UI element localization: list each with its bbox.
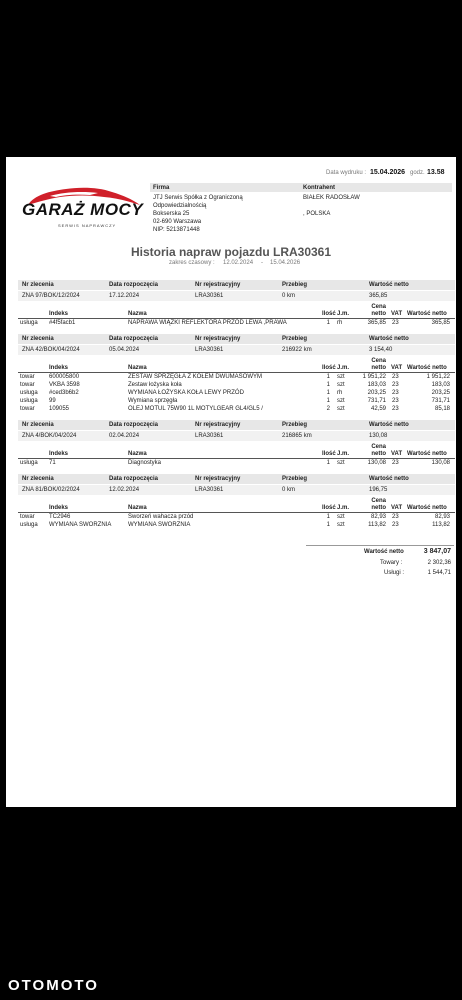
firm-label: Firma [153, 185, 170, 191]
order-row-bar [18, 291, 455, 301]
order-number: ZNA 42/BOK/04/2024 [22, 347, 80, 353]
order-row-bar [18, 485, 455, 495]
item-vat: 23 [392, 398, 399, 404]
item-qty: 1 [326, 514, 330, 520]
total-goods-label: Towary : [380, 560, 403, 566]
item-header-unit: J.m. [337, 505, 350, 511]
item-header-price: Cena netto [371, 358, 386, 371]
item-type: usługa [20, 390, 38, 396]
item-price: 731,71 [367, 398, 386, 404]
col-header-registration: Nr rejestracyjny [195, 476, 241, 482]
item-header-qty: Ilość [322, 365, 336, 371]
range-to: 15.04.2026 [270, 260, 301, 266]
item-header-unit: J.m. [337, 365, 350, 371]
item-vat: 23 [392, 522, 399, 528]
item-header-name: Nazwa [128, 451, 147, 457]
item-header-price: Cena netto [371, 498, 386, 511]
item-name: Wymiana sprzęgła [128, 398, 178, 404]
item-price: 42,59 [370, 406, 386, 412]
item-unit: szt [337, 398, 345, 404]
item-qty: 1 [326, 398, 330, 404]
item-price: 113,82 [368, 522, 386, 528]
item-index: 109055 [49, 406, 70, 412]
order-net-value: 130,08 [369, 433, 388, 439]
item-header-name: Nazwa [128, 311, 147, 317]
item-header-name: Nazwa [128, 365, 147, 371]
order-registration: LRA30361 [195, 433, 224, 439]
item-qty: 1 [326, 460, 330, 466]
col-header-start-date: Data rozpoczęcia [109, 282, 159, 288]
order-mileage: 0 km [282, 293, 296, 299]
item-qty: 1 [326, 390, 330, 396]
item-price: 203,25 [367, 390, 386, 396]
item-header-value: Wartość netto [407, 505, 447, 511]
col-header-order-number: Nr zlecenia [22, 336, 54, 342]
logo-subtitle: SERWIS NAPRAWCZY [58, 223, 117, 228]
col-header-mileage: Przebieg [282, 336, 308, 342]
item-price: 365,85 [367, 320, 386, 326]
item-value: 82,93 [434, 514, 450, 520]
item-vat: 23 [392, 460, 399, 466]
firm-line: Odpowiedzialnością [153, 203, 207, 209]
item-unit: szt [337, 382, 345, 388]
order-start-date: 05.04.2024 [109, 347, 140, 353]
item-header-underline [18, 512, 455, 513]
order-start-date: 12.02.2024 [109, 487, 140, 493]
col-header-start-date: Data rozpoczęcia [109, 336, 159, 342]
item-qty: 1 [326, 522, 330, 528]
item-header-underline [18, 318, 455, 319]
item-header-qty: Ilość [322, 311, 336, 317]
item-name: WYMIANA ŁOŻYSKA KOŁA LEWY PRZÓD [128, 390, 244, 396]
order-number: ZNA 81/BOK/02/2024 [22, 487, 80, 493]
item-unit: szt [337, 514, 345, 520]
item-header-index: Indeks [49, 365, 69, 371]
item-name: ZESTAW SPRZĘGŁA Z KOŁEM DWUMASOWYM [128, 374, 263, 380]
item-index: TC2946 [49, 514, 71, 520]
firm-header-bar [150, 183, 300, 192]
item-value: 365,85 [431, 320, 450, 326]
total-services-value: 1 544,71 [427, 570, 451, 576]
item-index: #ced3b6b2 [49, 390, 79, 396]
total-netto-value: 3 847,07 [423, 548, 451, 555]
order-number: ZNA 4/BOK/04/2024 [22, 433, 77, 439]
col-header-registration: Nr rejestracyjny [195, 336, 241, 342]
otomoto-watermark: OTOMOTO [8, 977, 99, 994]
item-header-index: Indeks [49, 451, 69, 457]
order-net-value: 196,75 [369, 487, 388, 493]
item-value: 113,82 [432, 522, 450, 528]
range-separator: - [261, 260, 263, 266]
total-goods-value: 2 302,36 [427, 560, 451, 566]
item-header-vat: VAT [391, 365, 403, 371]
item-header-value: Wartość netto [407, 365, 447, 371]
col-header-start-date: Data rozpoczęcia [109, 476, 159, 482]
logo-name: GARAŻ MOCY [22, 200, 144, 219]
item-price: 1 951,22 [362, 374, 386, 380]
item-name: Zestaw łożyska koła [128, 382, 182, 388]
item-unit: szt [337, 460, 345, 466]
item-vat: 23 [392, 390, 399, 396]
item-index: 99 [49, 398, 56, 404]
firm-nip: NIP: 5213871448 [153, 227, 200, 233]
item-value: 130,08 [431, 460, 450, 466]
firm-line: Bokserska 25 [153, 211, 190, 217]
time-label: godz. [410, 170, 425, 176]
item-header-qty: Ilość [322, 451, 336, 457]
order-start-date: 02.04.2024 [109, 433, 140, 439]
item-type: usługa [20, 460, 38, 466]
item-header-underline [18, 372, 455, 373]
item-index: VKBA 3598 [49, 382, 80, 388]
item-qty: 1 [326, 374, 330, 380]
item-header-unit: J.m. [337, 311, 350, 317]
order-mileage: 0 km [282, 487, 296, 493]
order-net-value: 3 154,40 [369, 347, 393, 353]
order-mileage: 216922 km [282, 347, 312, 353]
item-header-underline [18, 458, 455, 459]
order-mileage: 216865 km [282, 433, 312, 439]
item-header-unit: J.m. [337, 451, 350, 457]
item-index: 71 [49, 460, 56, 466]
item-type: usługa [20, 398, 38, 404]
item-unit: szt [337, 374, 345, 380]
item-header-index: Indeks [49, 311, 69, 317]
item-header-name: Nazwa [128, 505, 147, 511]
item-header-index: Indeks [49, 505, 69, 511]
print-date: 15.04.2026 [370, 169, 406, 176]
total-services-label: Usługi : [384, 570, 405, 576]
item-name: NAPRAWA WIĄZKI REFLEKTORA PRZÓD LEWA ,PRAWA [128, 320, 287, 326]
item-index: #4f5facb1 [49, 320, 76, 326]
item-header-vat: VAT [391, 505, 403, 511]
firm-line: 02-690 Warszawa [153, 219, 202, 225]
item-value: 85,18 [434, 406, 450, 412]
order-number: ZNA 97/BOK/12/2024 [22, 293, 80, 299]
item-vat: 23 [392, 514, 399, 520]
item-index: WYMIANA SWORZNIA [49, 522, 112, 528]
col-header-mileage: Przebieg [282, 282, 308, 288]
col-header-mileage: Przebieg [282, 476, 308, 482]
item-type: usługa [20, 320, 38, 326]
item-name: OLEJ MOTUL 75W90 1L MOTYLGEAR GL4/GL5 / [128, 406, 263, 412]
range-label: zakres czasowy : [169, 260, 215, 266]
col-header-order-number: Nr zlecenia [22, 282, 54, 288]
item-value: 731,71 [431, 398, 450, 404]
print-time: 13.58 [427, 169, 445, 176]
item-value: 1 951,22 [426, 374, 450, 380]
item-type: towar [20, 514, 35, 520]
col-header-net-value: Wartość netto [369, 476, 409, 482]
col-header-start-date: Data rozpoczęcia [109, 422, 159, 428]
item-vat: 23 [392, 382, 399, 388]
col-header-registration: Nr rejestracyjny [195, 282, 241, 288]
item-qty: 2 [326, 406, 330, 412]
item-name: Sworzeń wahacza przód [128, 514, 194, 520]
item-index: 600005800 [49, 374, 80, 380]
item-type: towar [20, 382, 35, 388]
item-vat: 23 [392, 374, 399, 380]
item-value: 183,03 [431, 382, 450, 388]
order-start-date: 17.12.2024 [109, 293, 140, 299]
item-vat: 23 [392, 320, 399, 326]
item-qty: 1 [326, 320, 330, 326]
col-header-net-value: Wartość netto [369, 336, 409, 342]
item-unit: szt [337, 406, 345, 412]
col-header-net-value: Wartość netto [369, 422, 409, 428]
order-registration: LRA30361 [195, 347, 224, 353]
contractor-name: BIAŁEK RADOSŁAW [303, 195, 360, 201]
item-name: WYMIANA SWORZNIA [128, 522, 191, 528]
col-header-order-number: Nr zlecenia [22, 422, 54, 428]
item-header-value: Wartość netto [407, 451, 447, 457]
print-date-label: Data wydruku : [326, 170, 367, 176]
col-header-mileage: Przebieg [282, 422, 308, 428]
item-price: 82,93 [370, 514, 386, 520]
order-registration: LRA30361 [195, 487, 224, 493]
col-header-registration: Nr rejestracyjny [195, 422, 241, 428]
item-unit: rh [337, 390, 343, 396]
contractor-country: , POLSKA [303, 211, 331, 217]
order-registration: LRA30361 [195, 293, 224, 299]
item-type: towar [20, 406, 35, 412]
item-name: Diagnostyka [128, 460, 162, 466]
company-logo [20, 183, 145, 245]
item-header-vat: VAT [391, 451, 403, 457]
item-header-price: Cena netto [371, 444, 386, 457]
totals-divider [306, 545, 454, 546]
item-vat: 23 [392, 406, 399, 412]
order-row-bar [18, 431, 455, 441]
item-unit: rh [337, 320, 343, 326]
item-header-price: Cena netto [371, 304, 386, 317]
col-header-order-number: Nr zlecenia [22, 476, 54, 482]
contractor-label: Kontrahent [303, 185, 335, 191]
item-price: 130,08 [367, 460, 386, 466]
item-header-vat: VAT [391, 311, 403, 317]
item-header-value: Wartość netto [407, 311, 447, 317]
item-header-qty: Ilość [322, 505, 336, 511]
item-qty: 1 [326, 382, 330, 388]
page-title: Historia napraw pojazdu LRA30361 [130, 245, 332, 259]
total-netto-label: Wartość netto [364, 549, 404, 555]
item-type: towar [20, 374, 35, 380]
col-header-net-value: Wartość netto [369, 282, 409, 288]
item-value: 203,25 [431, 390, 450, 396]
item-price: 183,03 [367, 382, 386, 388]
item-type: usługa [20, 522, 38, 528]
range-from: 12.02.2024 [223, 260, 254, 266]
firm-line: JTJ Serwis Spółka z Ograniczoną [153, 195, 243, 201]
document-page [6, 157, 456, 807]
item-unit: szt [337, 522, 345, 528]
order-net-value: 365,85 [369, 293, 388, 299]
